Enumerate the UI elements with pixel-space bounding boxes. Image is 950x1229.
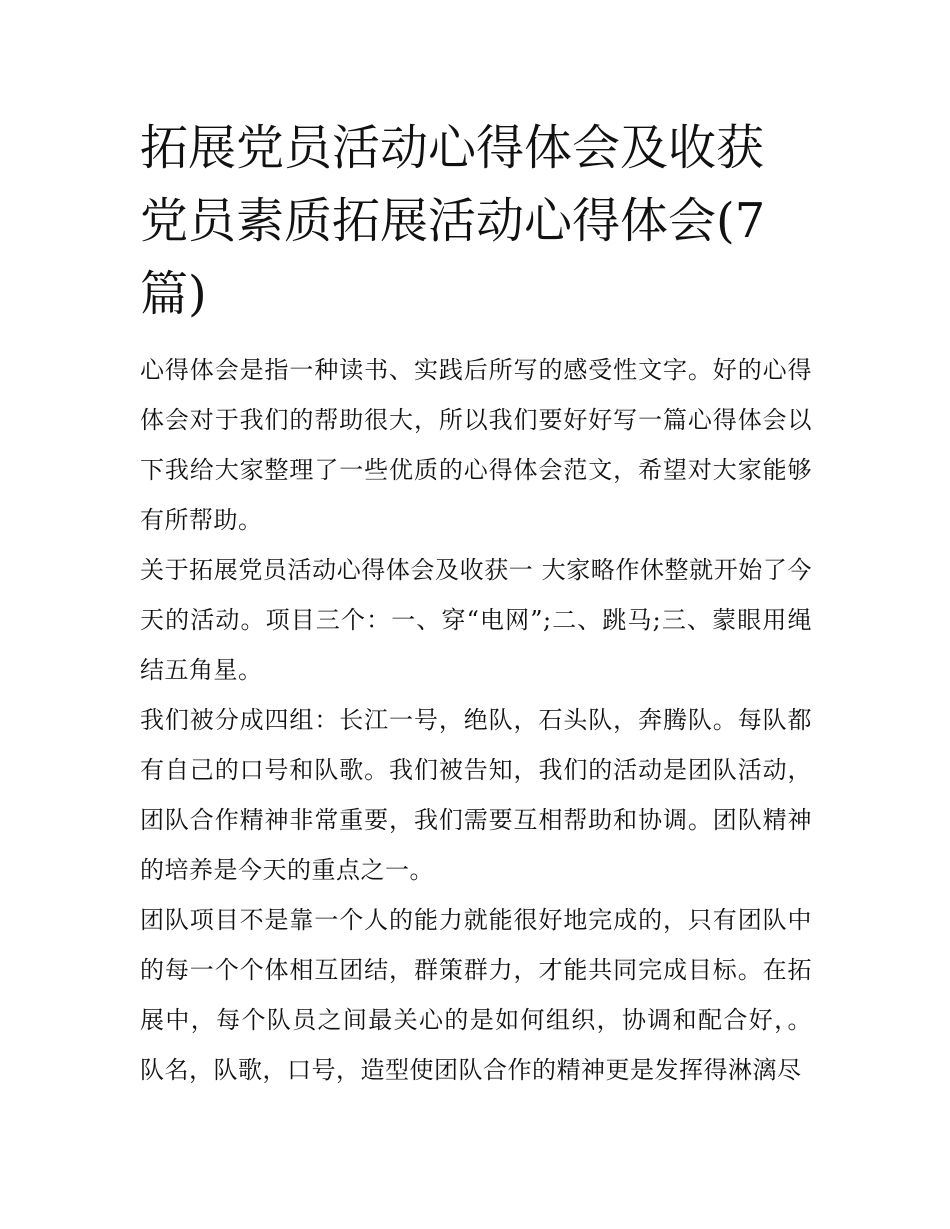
document-page	[140, 112, 812, 1095]
document-title: 拓展党员活动心得体会及收获 党员素质拓展活动心得体会(7篇)	[140, 120, 766, 322]
paragraph-teamwork: 团队项目不是靠一个人的能力就能很好地完成的，只有团队中的每一个个体相互团结，群策群力，才能共同完成目标。在拓展中，每个队员之间最关心的是如何组织，协调和配合好，。队名，队歌，口号，造型使团队合作的精神更是发挥得淋漓尽	[140, 906, 812, 1084]
paragraph-intro: 心得体会是指一种读书、实践后所写的感受性文字。好的心得体会对于我们的帮助很大，所以我们要好好写一篇心得体会以下我给大家整理了一些优质的心得体会范文，希望对大家能够有所帮助。	[140, 356, 812, 534]
paragraph-teams: 我们被分成四组：长江一号，绝队，石头队，奔腾队。每队都有自己的口号和队歌。我们被告知，我们的活动是团队活动，团队合作精神非常重要，我们需要互相帮助和协调。团队精神的培养是今天的重点之一。	[140, 706, 812, 884]
paragraph-activities: 关于拓展党员活动心得体会及收获一 大家略作休整就开始了今天的活动。项目三个：一、穿“电网”;二、跳马;三、蒙眼用绳结五角星。	[140, 556, 812, 684]
